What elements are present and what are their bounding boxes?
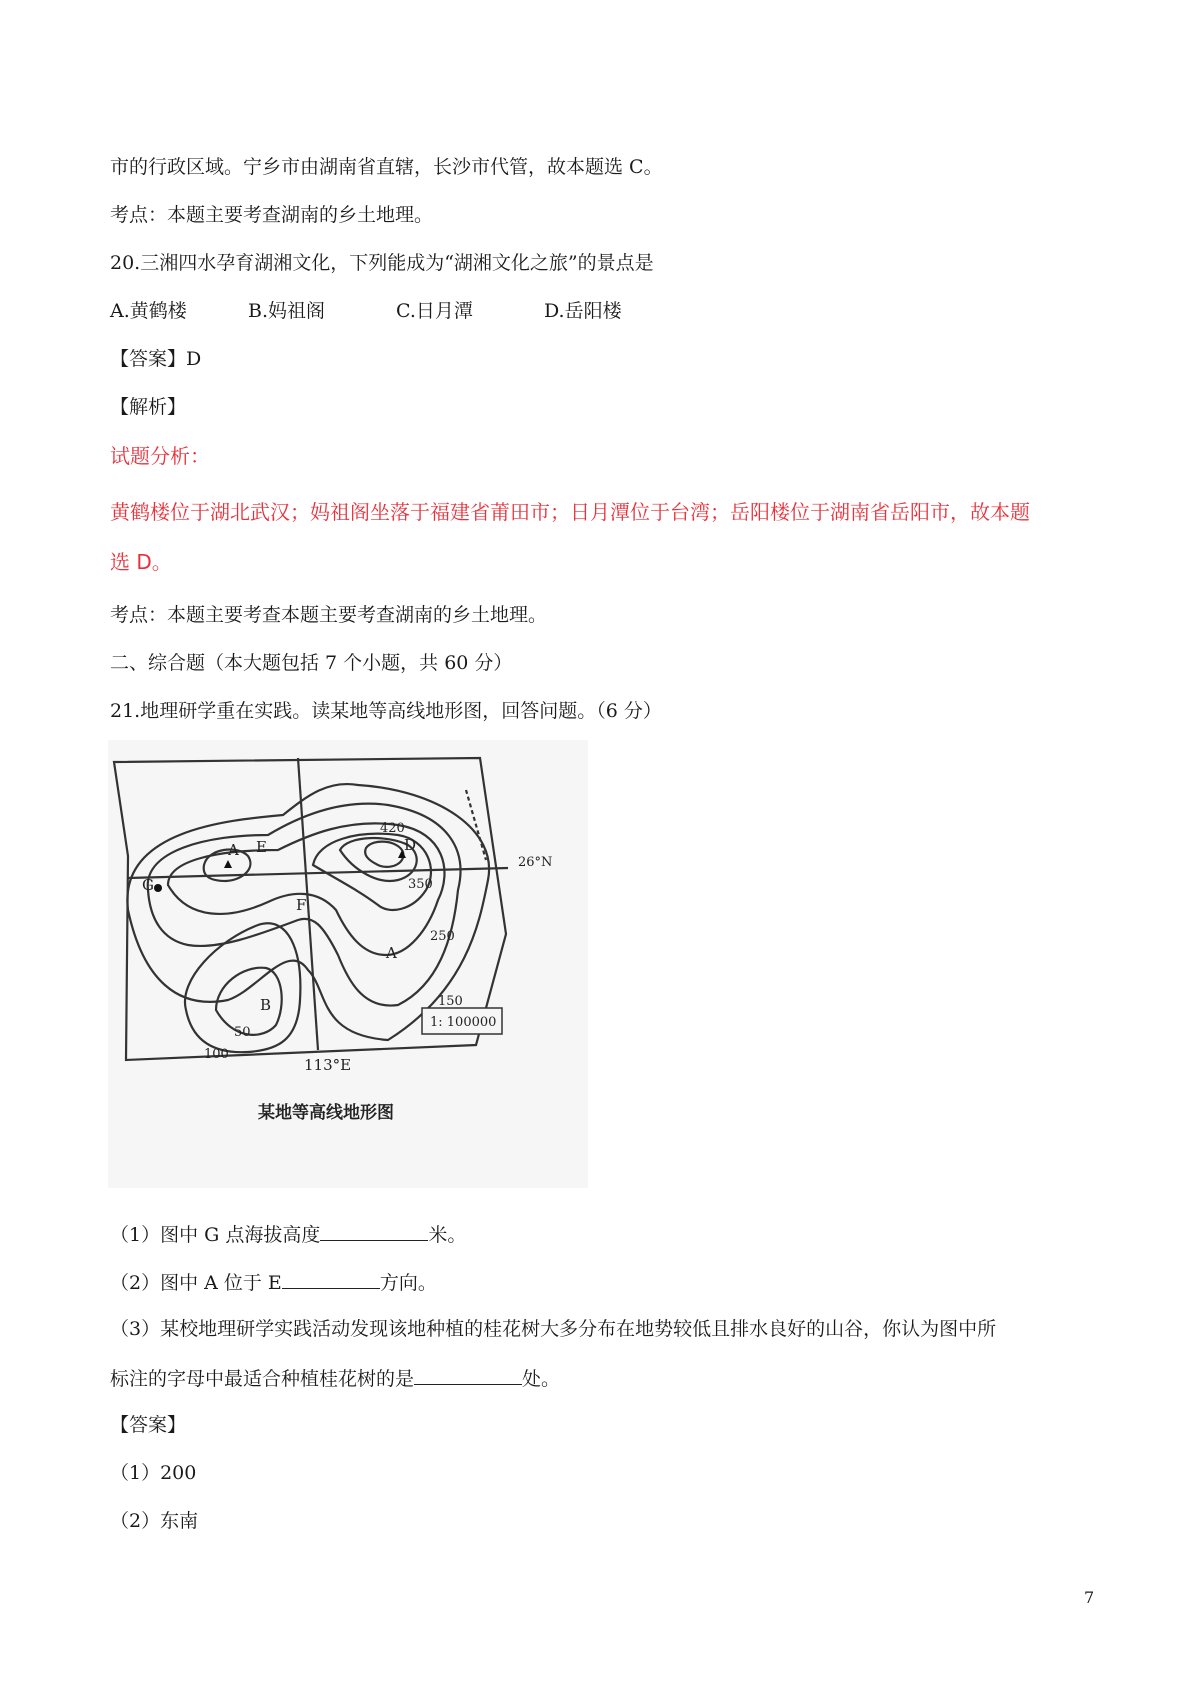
sub-question-3-line-1: （3）某校地理研学实践活动发现该地种植的桂花树大多分布在地势较低且排水良好的山谷，你认为图中所 — [110, 1318, 997, 1340]
analysis-line-1: 黄鹤楼位于湖北武汉；妈祖阁坐落于福建省莆田市；日月潭位于台湾；岳阳楼位于湖南省岳阳市，故本题 — [110, 500, 1030, 524]
label-e: E — [256, 838, 267, 856]
label-g: G — [142, 876, 154, 894]
contour-420 — [365, 842, 403, 867]
label-a-slope: A — [386, 944, 397, 962]
option-c: C.日月潭 — [396, 300, 473, 322]
sub-question-3-line-2: 标注的字母中最适合种植桂花树的是 处。 — [110, 1368, 561, 1390]
scale-label: 1: 100000 — [430, 1015, 497, 1030]
lon-label: 113°E — [304, 1056, 352, 1074]
sub-question-1: （1）图中 G 点海拔高度 米。 — [110, 1224, 467, 1246]
text-line-1: 市的行政区域。宁乡市由湖南省直辖，长沙市代管，故本题选 C。 — [110, 156, 663, 178]
answer-21-2: （2）东南 — [110, 1510, 199, 1532]
option-b: B.妈祖阁 — [248, 300, 326, 322]
map-caption: 某地等高线地形图 — [258, 1103, 394, 1123]
answer-21-heading: 【答案】 — [110, 1414, 187, 1436]
analysis-title: 试题分析： — [110, 444, 210, 468]
contour-label-350: 350 — [408, 877, 433, 892]
label-d: D — [404, 836, 417, 854]
kaodian-20: 考点：本题主要考查本题主要考查湖南的乡土地理。 — [110, 604, 548, 626]
question-20-options — [110, 302, 622, 321]
section-2-heading: 二、综合题（本大题包括 7 个小题，共 60 分） — [110, 652, 513, 674]
label-b: B — [260, 996, 272, 1014]
question-20: 20.三湘四水孕育湖湘文化，下列能成为“湖湘文化之旅”的景点是 — [110, 252, 654, 274]
label-f: F — [296, 896, 307, 914]
contour-label-420: 420 — [380, 821, 405, 836]
contour-map-figure — [108, 740, 588, 1188]
jiexi-heading: 【解析】 — [110, 396, 187, 418]
blank-1[interactable] — [320, 1224, 428, 1241]
option-a: A.黄鹤楼 — [110, 300, 187, 322]
option-d: D.岳阳楼 — [544, 300, 622, 322]
contour-label-100: 100 — [204, 1047, 229, 1062]
page-number: 7 — [1084, 1588, 1095, 1607]
lat-label: 26°N — [518, 855, 553, 870]
blank-2[interactable] — [282, 1272, 380, 1289]
point-g-dot — [154, 884, 162, 892]
contour-label-150: 150 — [438, 994, 463, 1009]
sub-question-2: （2）图中 A 位于 E 方向。 — [110, 1272, 437, 1294]
answer-20: 【答案】D — [110, 348, 202, 370]
question-21: 21.地理研学重在实践。读某地等高线地形图，回答问题。（6 分） — [110, 700, 662, 722]
contour-label-50: 50 — [234, 1025, 251, 1040]
blank-3[interactable] — [414, 1368, 522, 1385]
peak-a-triangle — [224, 860, 232, 868]
analysis-line-2: 选 D。 — [110, 550, 172, 574]
contour-label-250: 250 — [430, 929, 455, 944]
kaodian-19: 考点：本题主要考查湖南的乡土地理。 — [110, 204, 434, 226]
answer-21-1: （1）200 — [110, 1462, 197, 1484]
label-a-hill: A — [228, 841, 239, 859]
parallel-line — [128, 868, 508, 878]
contour-map — [108, 740, 588, 1188]
